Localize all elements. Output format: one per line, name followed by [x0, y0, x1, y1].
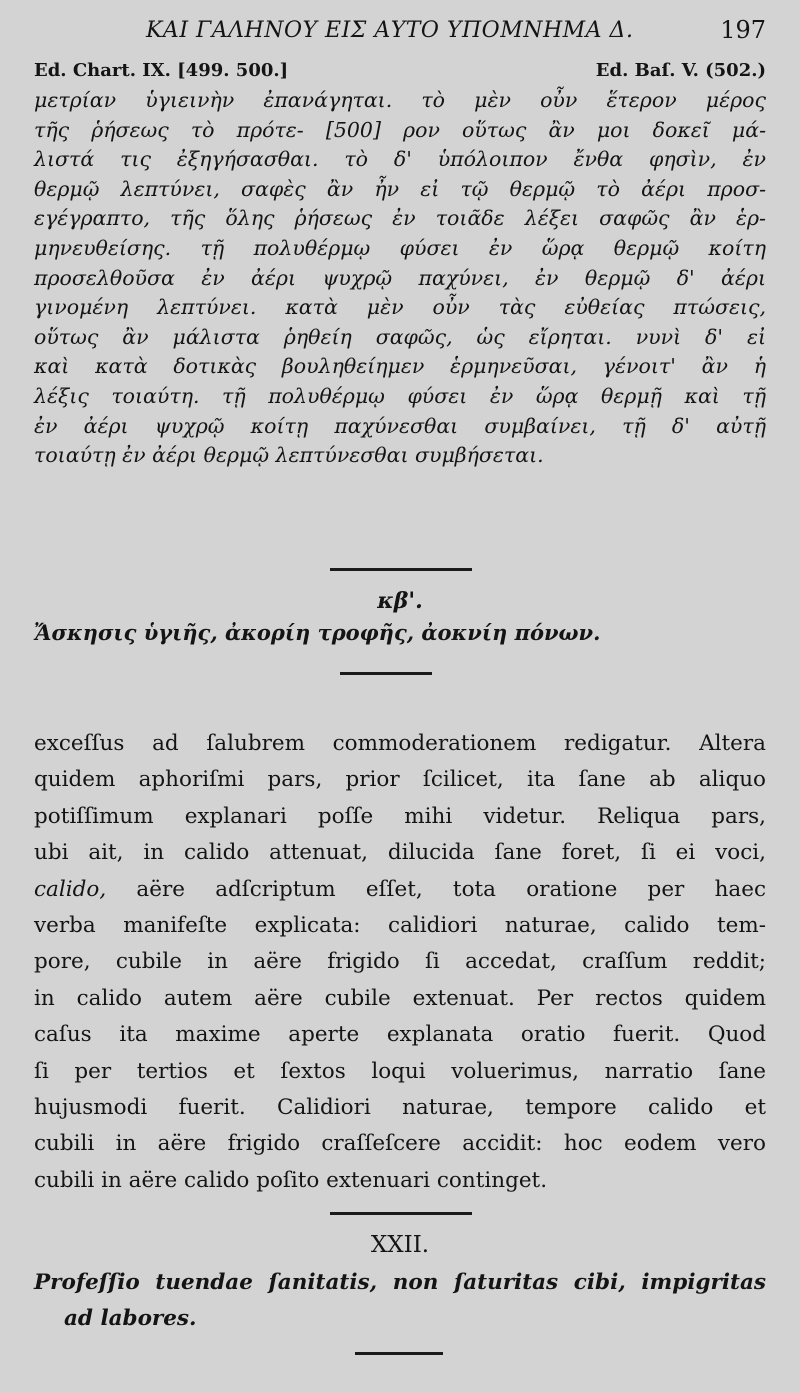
greek-line: ἐν ἀέρι ψυχρῷ κοίτῃ παχύνεσθαι συμβαίνει, τῇ δ' αὐτῇ: [34, 413, 766, 438]
greek-line: καὶ κατὰ δοτικὰς βουληθείημεν ἑρμηνεῦσαι, γένοιτ' ἂν ἡ: [34, 354, 766, 379]
latin-line-rest: aëre adſcriptum eſſet, tota oratione per haec: [136, 876, 767, 902]
greek-line: μετρίαν ὑγιεινὴν ἐπανάγηται. τὸ μὲν οὖν ἕτερον μέρος: [34, 88, 766, 112]
greek-line: γινομένη λεπτύνει. κατὰ μὲν οὖν τὰς εὐθείας πτώσεις,: [34, 295, 766, 320]
greek-line: οὕτως ἂν μάλιστα ῥηθείη σαφῶς, ὡς εἴρηται. νυνὶ δ' εἰ: [34, 324, 766, 349]
latin-line: verba manifeſte explicata: calidiori naturae, calido tem-: [34, 913, 766, 939]
latin-translation: [34, 726, 766, 1199]
latin-section-number: XXII.: [370, 1232, 430, 1258]
running-head: ΚΑΙ ΓΑΛΗΝΟΥ ΕΙΣ ΑΥΤΟ ΥΠΟΜΝΗΜΑ Δ.: [146, 18, 634, 43]
page-header: [34, 14, 766, 48]
greek-line: λέξις τοιαύτη. τῇ πολυθέρμῳ φύσει ἐν ὥρᾳ θερμῇ καὶ τῇ: [34, 383, 766, 408]
latin-line-with-italic: [34, 872, 766, 908]
latin-line: ubi ait, in calido attenuat, dilucida ſane foret, ſi ei voci,: [34, 840, 766, 866]
greek-aphorism: Ἄσκησις ὑγιῆς, ἀκορίη τροφῆς, ἀοκνίη πόνων.: [34, 620, 601, 645]
section-divider: [330, 568, 472, 571]
latin-line: cubili in aëre calido poſito extenuari continget.: [34, 1167, 548, 1193]
latin-line: exceſſus ad ſalubrem commoderationem redigatur. Altera: [34, 731, 766, 756]
edition-basel-reference: Ed. Baſ. V. (502.): [595, 60, 766, 81]
greek-section-number: κβ'.: [377, 588, 423, 614]
greek-line: μηνευθείσης. τῇ πολυθέρμῳ φύσει ἐν ὥρᾳ θερμῷ κοίτη: [34, 235, 766, 260]
greek-line: εγέγραπτο, τῆς ὅλης ῥήσεως ἐν τοιᾶδε λέξει σαφῶς ἂν ἑρ-: [34, 206, 766, 231]
latin-line: in calido autem aëre cubile extenuat. Per rectos quidem: [34, 985, 766, 1011]
latin-aphorism-line: ad labores.: [64, 1306, 197, 1331]
latin-line: potiſſimum explanari poſſe mihi videtur. Reliqua pars,: [34, 803, 766, 829]
latin-line: quidem aphoriſmi pars, prior ſcilicet, ita ſane ab aliquo: [34, 767, 766, 793]
section-divider: [340, 672, 432, 675]
latin-line: hujusmodi fuerit. Calidiori naturae, tempore calido et: [34, 1095, 766, 1121]
greek-line: θερμῷ λεπτύνει, σαφὲς ἂν ἦν εἰ τῷ θερμῷ τὸ ἀέρι προσ-: [34, 176, 766, 201]
greek-commentary: [34, 86, 766, 471]
latin-aphorism: [34, 1265, 766, 1337]
greek-line: τοιαύτῃ ἐν ἀέρι θερμῷ λεπτύνεσθαι συμβήσεται.: [34, 443, 544, 468]
section-divider: [330, 1212, 472, 1215]
edition-chart-reference: Ed. Chart. IX. [499. 500.]: [34, 60, 289, 81]
greek-line: προσελθοῦσα ἐν ἀέρι ψυχρῷ παχύνει, ἐν θερμῷ δ' ἀέρι: [34, 265, 766, 290]
greek-line: τῆς ῥήσεως τὸ πρότε- [500] ρον οὕτως ἂν μοι δοκεῖ μά-: [34, 117, 766, 142]
edition-references: [34, 60, 766, 84]
latin-aphorism-line: Profeſſio tuendae ſanitatis, non ſaturitas cibi, impigritas: [34, 1270, 766, 1295]
latin-line: cubili in aëre frigido craſſeſcere accidit: hoc eodem vero: [34, 1131, 766, 1157]
latin-line: ſi per tertios et ſextos loqui voluerimus, narratio ſane: [34, 1058, 766, 1084]
greek-line: λιστά τις ἐξηγήσασθαι. τὸ δ' ὑπόλοιπον ἔνθα φησὶν, ἐν: [34, 147, 766, 172]
latin-line: caſus ita maxime aperte explanata oratio fuerit. Quod: [34, 1022, 766, 1048]
latin-line: pore, cubile in aëre frigido ſi accedat, craſſum reddit;: [34, 949, 766, 975]
latin-italic-word: calido,: [34, 876, 107, 902]
section-divider: [355, 1352, 443, 1355]
page-number: 197: [720, 16, 766, 44]
